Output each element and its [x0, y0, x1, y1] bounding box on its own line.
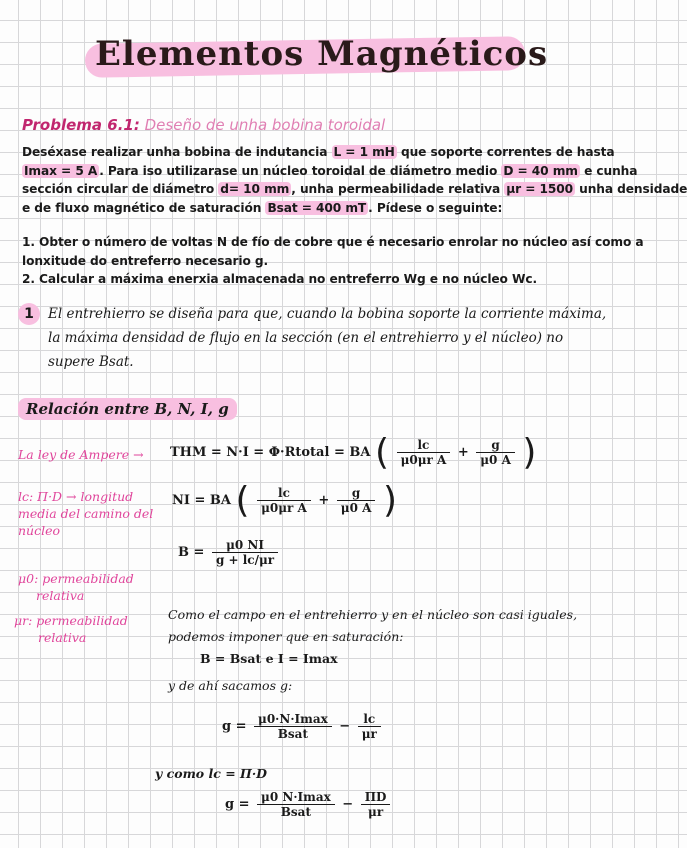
equation-b: B = $\frac{\mu 0 NI}{g + lc/\mu r}$	[178, 538, 281, 567]
problem-questions	[22, 233, 644, 289]
statement-line: e de fluxo magnético de saturación Bsat = 400 mT . Pídese o seguinte:	[22, 200, 503, 215]
step-number-badge: 1	[18, 303, 40, 325]
saturation-condition: B = Bsat e I = Imax	[200, 651, 338, 666]
explanation: Como el campo en el entrehierro y en el núcleo son casi iguales, podemos imponer que en saturación:	[168, 607, 578, 644]
question-line: lonxitude do entreferro necesario g.	[22, 253, 269, 268]
mu0-note: μ0: permeabilidad relativa	[18, 571, 134, 603]
equation-ni: NI = BA ( $\frac{lc}{\text{μ0μr A}}$ + $\frac{g}{\mu 0 A}$ )	[172, 480, 397, 521]
problem-label: Deseño de unha bobina toroidal	[144, 116, 386, 134]
problem-number: Problema 6.1:	[22, 116, 140, 134]
statement-line: Imax = 5 A . Para iso utilizarase un núcleo toroidal de diámetro medio D = 40 mm e cunha	[24, 163, 638, 178]
solution-intro: El entrehierro se diseña para que, cuando la bobina soporte la corriente máxima, la máxima densidad de flujo en la sección (en el entrehierro y el núcleo) no supere Bsat.	[48, 306, 607, 370]
como-text: y como lc = Π·D	[155, 766, 268, 781]
relation-heading: Relación entre B, N, I, g	[18, 398, 237, 420]
equation-ampere: THM = N·I = Φ·Rtotal = BA ( $\frac{lc}{\text{μ0μr A}}$ + $\frac{g}{\mu 0 A}$ )	[170, 432, 537, 473]
page-title: Elementos Magnéticos	[95, 34, 549, 74]
equation-g-2: g = $\frac{\mu 0 N\cdot Imax}{\text{Bsat}}$ − $\frac{\Pi D}{\mu r}$	[225, 790, 393, 819]
equation-g-1: g = $\frac{\mu 0\cdot N\cdot Imax}{\text{Bsat}}$ − $\frac{lc}{\mu r}$	[222, 712, 384, 741]
mur-note: μr: permeabilidad relativa	[14, 613, 128, 645]
question-line: 1. Obter o número de voltas N de fío de cobre que é necesario enrolar no núcleo así como a	[22, 235, 644, 249]
lc-note: lc: Π·D → longitud media del camino del núcleo	[18, 489, 154, 538]
deduce-text: y de ahí sacamos g:	[168, 678, 293, 693]
question-line: 2. Calcular a máxima enerxia almacenada no entreferro Wg e no núcleo Wc.	[22, 272, 537, 286]
statement-line: sección circular de diámetro d= 10 mm , unha permeabilidade relativa μr = 1500 unha densidade	[22, 182, 687, 196]
ampere-label: La ley de Ampere →	[18, 447, 144, 462]
statement-line: Deséxase realizar unha bobina de indutancia L = 1 mH que soporte correntes de hasta	[22, 145, 615, 159]
problem-statement	[22, 143, 687, 217]
problem-heading	[22, 116, 385, 134]
